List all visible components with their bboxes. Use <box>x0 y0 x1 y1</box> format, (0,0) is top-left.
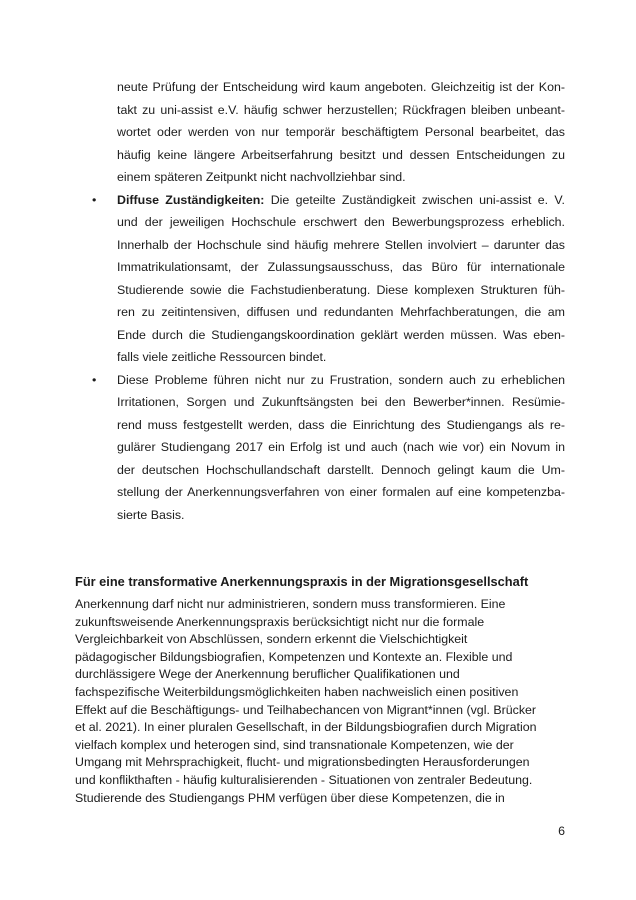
text-line: Vergleichbarkeit von Abschlüssen, sondern erkennt die Vielschichtigkeit <box>75 632 468 647</box>
text-line: Anerkennung darf nicht nur administrieren, sondern muss transformieren. Eine <box>75 597 506 611</box>
text-line: ren zu zeitintensiven, diffusen und redundanten Mehrfachberatungen, die am <box>117 305 565 319</box>
text-line: falls viele zeitliche Ressourcen bindet. <box>117 350 327 364</box>
page-number: 6 <box>558 824 565 838</box>
text-line <box>117 189 565 212</box>
text-line: rend muss festgestellt werden, dass die Einrichtung des Studiengangs als re- <box>117 417 565 432</box>
bullet-icon: • <box>92 372 97 387</box>
section-paragraph <box>75 596 586 807</box>
text-line: einem späteren Zeitpunkt nicht nachvollziehbar sind. <box>117 170 406 184</box>
bullet-bold-lead: Diffuse Zuständigkeiten: <box>117 192 271 207</box>
text-line: und der jeweiligen Hochschule erschwert den Bewerbungsprozess erheblich. <box>117 215 565 229</box>
bullet-lead-rest: Die geteilte Zuständigkeit zwischen uni-assist e. V. <box>270 192 565 207</box>
text-line: Diese Probleme führen nicht nur zu Frustration, sondern auch zu erheblichen <box>117 372 565 387</box>
text-line: Ende durch die Studiengangskoordination geklärt werden müssen. Was eben- <box>117 327 565 342</box>
text-line: der deutschen Hochschullandschaft darstellt. Dennoch gelingt kaum die Um- <box>117 462 565 477</box>
text-line: takt zu uni-assist e.V. häufig schwer herzustellen; Rückfragen bleiben unbeant- <box>117 102 565 117</box>
text-line: sierte Basis. <box>117 507 185 522</box>
text-line: Immatrikulationsamt, der Zulassungsausschuss, das Büro für internationale <box>117 260 565 274</box>
text-line: gulärer Studiengang 2017 ein Erfolg ist und auch (nach wie vor) ein Novum in <box>117 440 565 454</box>
text-line: Irritationen, Sorgen und Zukunftsängsten bei den Bewerber*innen. Resümie- <box>117 395 565 409</box>
text-line: pädagogischer Bildungsbiografien, Kompetenzen und Kontexte an. Flexible und <box>75 649 513 664</box>
text-line: Studierende sowie die Fachstudienberatung. Diese komplexen Strukturen füh- <box>117 282 565 297</box>
text-line: Effekt auf die Beschäftigungs- und Teilhabechancen von Migrant*innen (vgl. Brücker <box>75 702 537 717</box>
bullet-item-diffuse-zustaendigkeiten <box>92 189 565 369</box>
text-line: Innerhalb der Hochschule sind häufig mehrere Stellen involviert – darunter das <box>117 237 565 252</box>
text-line: Studierende des Studiengangs PHM verfügen über diese Kompetenzen, die in <box>75 790 505 805</box>
section-heading: Für eine transformative Anerkennungspraxis in der Migrationsgesellschaft <box>75 574 529 589</box>
text-line: häufig keine längere Arbeitserfahrung besitzt und dessen Entscheidungen zu <box>117 147 565 162</box>
text-line: stellung der Anerkennungsverfahren von einer formalen auf eine kompetenzba- <box>117 485 565 499</box>
text-line: et al. 2021). In einer pluralen Gesellschaft, in der Bildungsbiografien durch Migration <box>75 720 537 735</box>
text-line: Umgang mit Mehrsprachigkeit, flucht- und migrationsbedingten Herausforderungen <box>75 755 530 770</box>
text-line: fachspezifische Weiterbildungsmöglichkeiten haben nachweislich einen positiven <box>75 684 519 699</box>
bullet-icon: • <box>92 192 97 207</box>
text-line: und konflikthaften - häufig kulturalisierenden - Situationen von zentraler Bedeutung. <box>75 772 533 787</box>
text-line: neute Prüfung der Entscheidung wird kaum angeboten. Gleichzeitig ist der Kon- <box>117 80 565 94</box>
bullet-item-diese-probleme <box>92 369 565 527</box>
text-line: zukunftsweisende Anerkennungspraxis berücksichtigt nicht nur die formale <box>75 614 485 629</box>
bullet-continuation-paragraph <box>117 76 565 189</box>
text-line: durchlässigere Wege der Anerkennung beruflicher Qualifikationen und <box>75 667 460 682</box>
text-line: wortet oder werden von nur temporär beschäftigtem Personal bearbeitet, das <box>117 125 565 139</box>
text-line: vielfach komplex und heterogen sind, sind transnationale Kompetenzen, wie der <box>75 737 514 752</box>
